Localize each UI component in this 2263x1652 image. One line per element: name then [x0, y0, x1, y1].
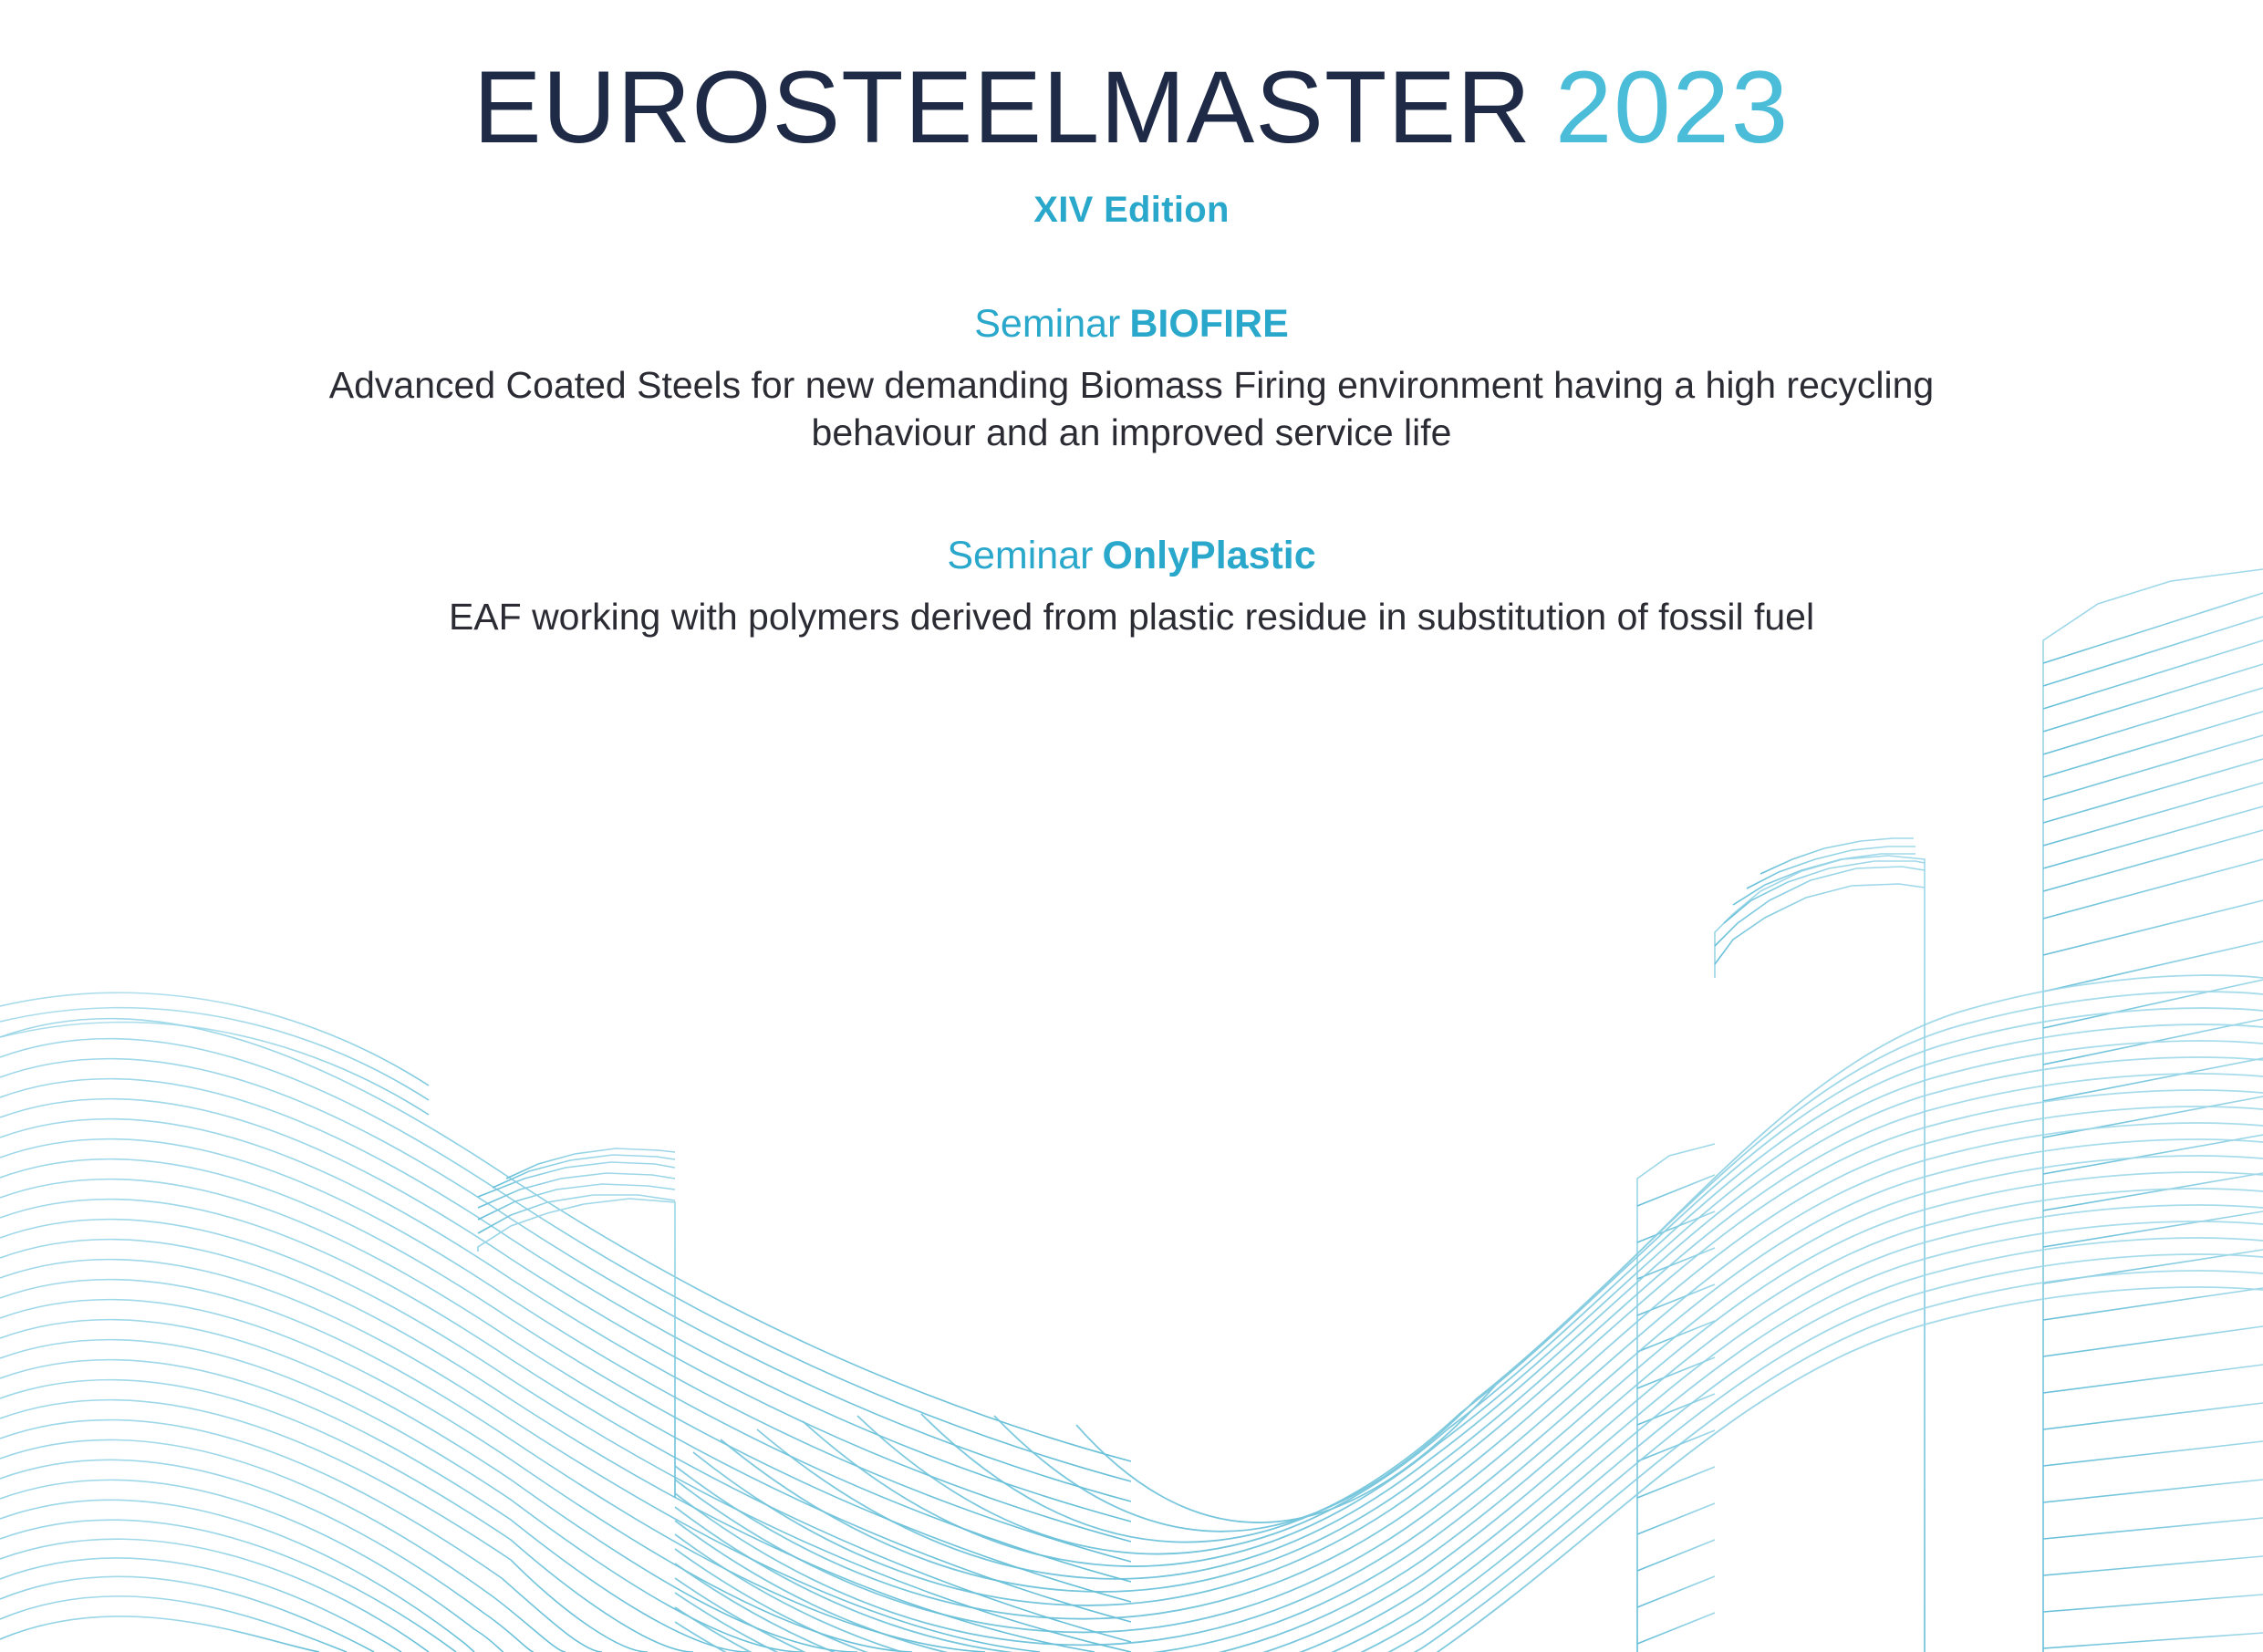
seminar-biofire-name: BIOFIRE — [1129, 302, 1289, 346]
seminar-onlyplastic-name: OnlyPlastic — [1102, 533, 1316, 577]
seminar-biofire-heading — [0, 302, 2263, 347]
brand-year: 2023 — [1554, 50, 1791, 164]
edition-label: XIV Edition — [1033, 190, 1230, 230]
seminar-biofire-label: Seminar — [974, 302, 1121, 346]
seminar-biofire — [0, 302, 2263, 457]
seminar-onlyplastic-label: Seminar — [947, 533, 1094, 577]
page-title — [0, 50, 2263, 164]
seminar-onlyplastic — [0, 534, 2263, 640]
seminar-onlyplastic-description: EAF working with polymers derived from plastic residue in substitution of fossil fuel — [448, 595, 1815, 638]
seminar-biofire-description: Advanced Coated Steels for new demanding Biomass Firing environment having a high recycling behaviour and an improved service life — [328, 364, 1935, 454]
brand-name: EUROSTEELMASTER — [472, 50, 1531, 164]
seminar-onlyplastic-heading — [0, 534, 2263, 578]
poster-content — [0, 50, 2263, 640]
